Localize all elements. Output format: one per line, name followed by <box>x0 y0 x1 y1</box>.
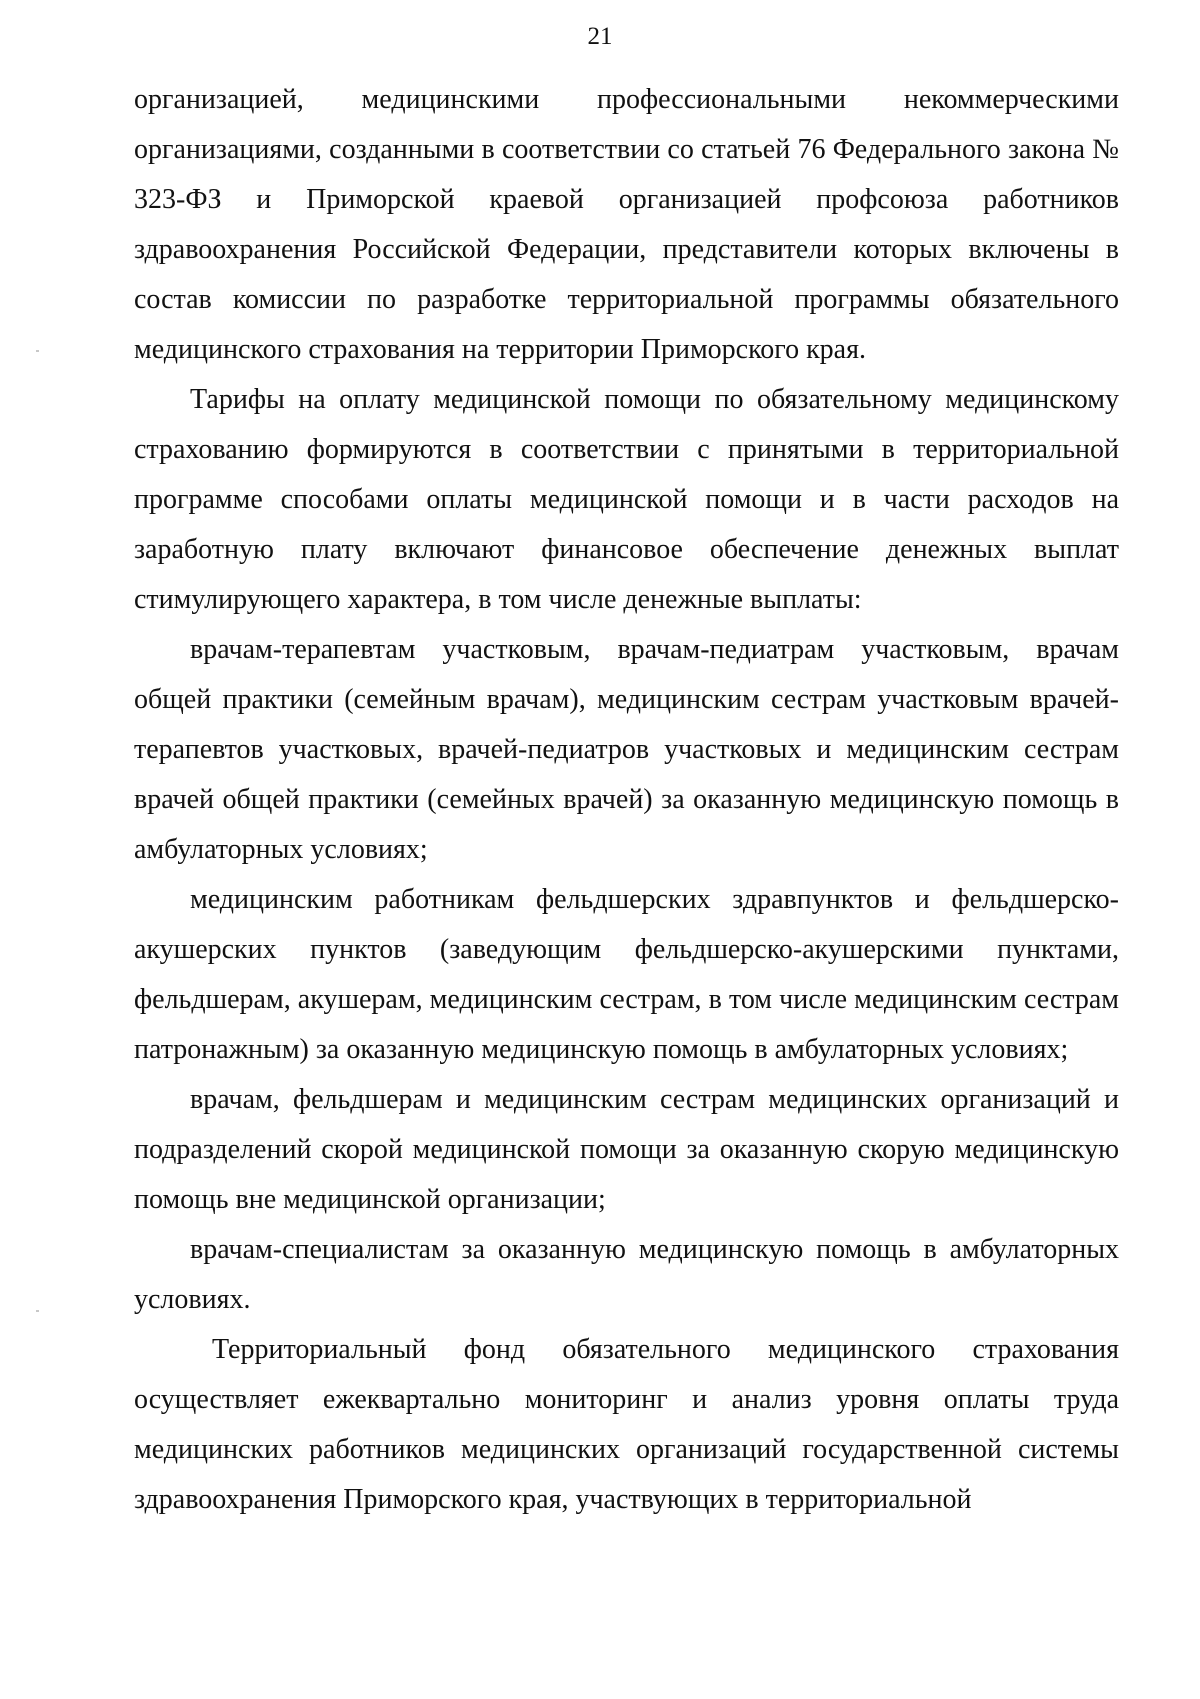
paragraph-tariffs: Тарифы на оплату медицинской помощи по обязательному медицинскому страхованию формируются в соответствии с принятыми в территориальной программе способами оплаты медицинской помощи и в части расходов на заработную плату включают финансовое обеспечение денежных выплат стимулирующего характера, в том числе денежные выплаты: <box>134 384 1119 615</box>
scan-mark <box>36 350 39 352</box>
paragraph-list-item-ambulance: врачам, фельдшерам и медицинским сестрам медицинских организаций и подразделений скорой медицинской помощи за оказанную скорую медицинскую помощь вне медицинской организации; <box>134 1084 1119 1215</box>
paragraph-list-item-specialists: врачам-специалистам за оказанную медицинскую помощь в амбулаторных условиях. <box>134 1234 1119 1315</box>
document-body <box>134 75 1119 1525</box>
paragraph-continuation: организацией, медицинскими профессиональными некоммерческими организациями, созданными в соответствии со статьей 76 Федерального закона № 323-ФЗ и Приморской краевой организацией профсоюза работников здравоохранения Российской Федерации, представители которых включены в состав комиссии по разработке территориальной программы обязательного медицинского страхования на территории Приморского края. <box>134 84 1119 365</box>
page-number: 21 <box>587 23 613 50</box>
paragraph-territorial-fund: Территориальный фонд обязательного медицинского страхования осуществляет ежеквартально мониторинг и анализ уровня оплаты труда медицинских работников медицинских организаций государственной системы здравоохранения Приморского края, участвующих в территориальной <box>134 1334 1119 1515</box>
scan-mark <box>36 1310 39 1312</box>
paragraph-list-item-feldsher-posts: медицинским работникам фельдшерских здравпунктов и фельдшерско-акушерских пунктов (заведующим фельдшерско-акушерскими пунктами, фельдшерам, акушерам, медицинским сестрам, в том числе медицинским сестрам патронажным) за оказанную медицинскую помощь в амбулаторных условиях; <box>134 884 1119 1065</box>
paragraph-list-item-district-doctors: врачам-терапевтам участковым, врачам-педиатрам участковым, врачам общей практики (семейным врачам), медицинским сестрам участковым врачей-терапевтов участковых, врачей-педиатров участковых и медицинским сестрам врачей общей практики (семейных врачей) за оказанную медицинскую помощь в амбулаторных условиях; <box>134 634 1119 865</box>
